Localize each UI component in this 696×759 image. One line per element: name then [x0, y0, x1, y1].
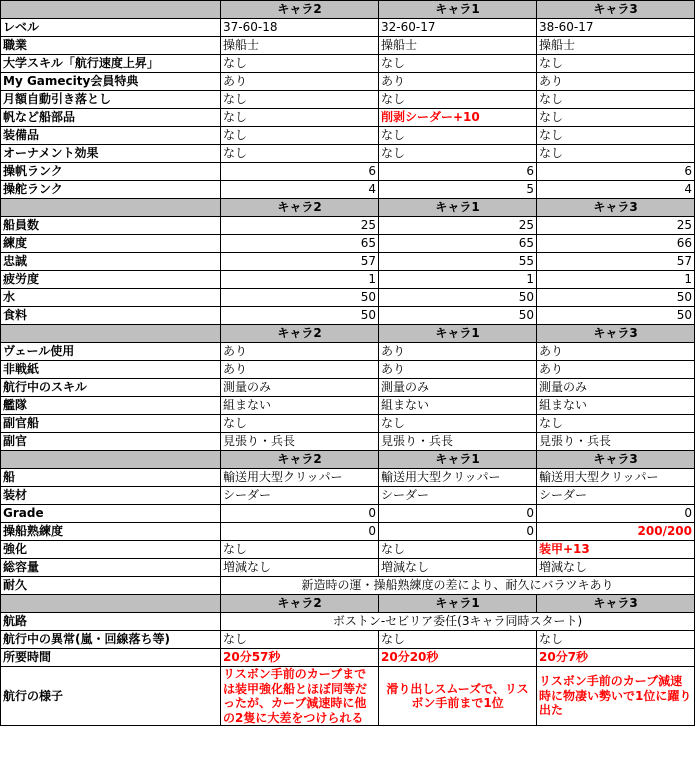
value-cell: 37-60-18 — [221, 19, 379, 37]
value-cell: 5 — [379, 181, 537, 199]
table-row — [1, 631, 695, 649]
value-cell: 見張り・兵長 — [379, 433, 537, 451]
value-cell: なし — [537, 91, 695, 109]
column-header: キャラ1 — [379, 199, 537, 217]
value-cell: 6 — [537, 163, 695, 181]
value-cell: なし — [537, 109, 695, 127]
value-cell: なし — [537, 631, 695, 649]
header-corner-cell — [1, 595, 221, 613]
value-cell: なし — [537, 55, 695, 73]
table-row — [1, 253, 695, 271]
row-label: Grade — [1, 505, 221, 523]
value-cell: 200/200 — [537, 523, 695, 541]
header-corner-cell — [1, 1, 221, 19]
merged-value-cell: 新造時の運・操船熟練度の差により、耐久にバラツキあり — [221, 577, 695, 595]
table-row — [1, 649, 695, 667]
value-cell: なし — [379, 631, 537, 649]
value-cell: 滑り出しスムーズで、リスボン手前まで1位 — [379, 667, 537, 726]
row-label: 航路 — [1, 613, 221, 631]
column-header: キャラ3 — [537, 451, 695, 469]
row-label: 操帆ランク — [1, 163, 221, 181]
value-cell: 4 — [537, 181, 695, 199]
value-cell: あり — [379, 361, 537, 379]
row-label: 船 — [1, 469, 221, 487]
table-row — [1, 109, 695, 127]
value-cell: 20分57秒 — [221, 649, 379, 667]
value-cell: なし — [221, 631, 379, 649]
value-cell: 操船士 — [379, 37, 537, 55]
column-header: キャラ2 — [221, 595, 379, 613]
table-row — [1, 559, 695, 577]
row-label: 装備品 — [1, 127, 221, 145]
value-cell: 65 — [379, 235, 537, 253]
value-cell: 50 — [221, 307, 379, 325]
row-label: 職業 — [1, 37, 221, 55]
value-cell: なし — [537, 127, 695, 145]
table-row — [1, 235, 695, 253]
value-cell: あり — [537, 73, 695, 91]
table-row — [1, 505, 695, 523]
row-label: 食料 — [1, 307, 221, 325]
value-cell: なし — [221, 91, 379, 109]
column-header: キャラ1 — [379, 325, 537, 343]
value-cell: 輸送用大型クリッパー — [537, 469, 695, 487]
table-row — [1, 217, 695, 235]
value-cell: 57 — [537, 253, 695, 271]
table-row — [1, 73, 695, 91]
value-cell: 32-60-17 — [379, 19, 537, 37]
value-cell: あり — [537, 361, 695, 379]
column-header: キャラ2 — [221, 199, 379, 217]
value-cell: 0 — [379, 523, 537, 541]
value-cell: 装甲+13 — [537, 541, 695, 559]
value-cell: なし — [221, 55, 379, 73]
value-cell: 6 — [379, 163, 537, 181]
table-row — [1, 91, 695, 109]
value-cell: 測量のみ — [537, 379, 695, 397]
value-cell: 38-60-17 — [537, 19, 695, 37]
row-label: 副官 — [1, 433, 221, 451]
table-row — [1, 487, 695, 505]
table-row — [1, 433, 695, 451]
value-cell: 66 — [537, 235, 695, 253]
value-cell: 操船士 — [221, 37, 379, 55]
column-header: キャラ2 — [221, 325, 379, 343]
row-label: 疲労度 — [1, 271, 221, 289]
value-cell: 増減なし — [221, 559, 379, 577]
table-row — [1, 379, 695, 397]
value-cell: 組まない — [221, 397, 379, 415]
row-label: 総容量 — [1, 559, 221, 577]
table-row — [1, 415, 695, 433]
value-cell: 1 — [537, 271, 695, 289]
row-label: 操舵ランク — [1, 181, 221, 199]
value-cell: あり — [379, 73, 537, 91]
row-label: 忠誠 — [1, 253, 221, 271]
value-cell: 輸送用大型クリッパー — [379, 469, 537, 487]
row-label: レベル — [1, 19, 221, 37]
value-cell: あり — [379, 343, 537, 361]
row-label: 大学スキル「航行速度上昇」 — [1, 55, 221, 73]
table-row — [1, 19, 695, 37]
column-header: キャラ1 — [379, 595, 537, 613]
column-header: キャラ3 — [537, 199, 695, 217]
row-label: 所要時間 — [1, 649, 221, 667]
value-cell: 0 — [221, 505, 379, 523]
value-cell: シーダー — [537, 487, 695, 505]
row-label: 装材 — [1, 487, 221, 505]
table-row — [1, 469, 695, 487]
table-row — [1, 541, 695, 559]
row-label: 航行の様子 — [1, 667, 221, 726]
value-cell: 57 — [221, 253, 379, 271]
value-cell: 組まない — [537, 397, 695, 415]
value-cell: 測量のみ — [379, 379, 537, 397]
value-cell: リスボン手前のカーブまでは装甲強化船とほぼ同等だったが、カーブ減速時に他の2隻に大差をつけられる — [221, 667, 379, 726]
header-corner-cell — [1, 451, 221, 469]
merged-value-cell: ボストン-セビリア委任(3キャラ同時スタート) — [221, 613, 695, 631]
value-cell: リスボン手前のカーブ減速時に物凄い勢いで1位に躍り出た — [537, 667, 695, 726]
value-cell: 20分20秒 — [379, 649, 537, 667]
value-cell: 25 — [379, 217, 537, 235]
value-cell: 50 — [537, 307, 695, 325]
value-cell: 65 — [221, 235, 379, 253]
value-cell: なし — [537, 145, 695, 163]
row-label: ヴェール使用 — [1, 343, 221, 361]
row-label: 航行中のスキル — [1, 379, 221, 397]
value-cell: 50 — [379, 307, 537, 325]
value-cell: なし — [221, 109, 379, 127]
column-header: キャラ1 — [379, 1, 537, 19]
value-cell: 増減なし — [537, 559, 695, 577]
value-cell: シーダー — [221, 487, 379, 505]
header-corner-cell — [1, 325, 221, 343]
value-cell: 見張り・兵長 — [221, 433, 379, 451]
column-header: キャラ3 — [537, 595, 695, 613]
value-cell: 測量のみ — [221, 379, 379, 397]
value-cell: 増減なし — [379, 559, 537, 577]
value-cell: 削剥シーダー+10 — [379, 109, 537, 127]
value-cell: なし — [379, 55, 537, 73]
value-cell: あり — [221, 343, 379, 361]
value-cell: あり — [537, 343, 695, 361]
table-row — [1, 343, 695, 361]
column-header: キャラ2 — [221, 451, 379, 469]
value-cell: 25 — [221, 217, 379, 235]
table-row — [1, 361, 695, 379]
table-row — [1, 271, 695, 289]
row-label: 水 — [1, 289, 221, 307]
value-cell: 組まない — [379, 397, 537, 415]
value-cell: 20分7秒 — [537, 649, 695, 667]
row-label: 航行中の異常(嵐・回線落ち等) — [1, 631, 221, 649]
value-cell: なし — [221, 145, 379, 163]
value-cell: 操船士 — [537, 37, 695, 55]
table-row — [1, 307, 695, 325]
value-cell: なし — [379, 541, 537, 559]
table-row — [1, 613, 695, 631]
value-cell: あり — [221, 73, 379, 91]
header-row — [1, 1, 695, 19]
value-cell: なし — [221, 541, 379, 559]
value-cell: なし — [537, 415, 695, 433]
header-row — [1, 595, 695, 613]
value-cell: 見張り・兵長 — [537, 433, 695, 451]
table-row — [1, 289, 695, 307]
value-cell: 1 — [379, 271, 537, 289]
value-cell: あり — [221, 361, 379, 379]
value-cell: 4 — [221, 181, 379, 199]
value-cell: なし — [379, 127, 537, 145]
row-label: 耐久 — [1, 577, 221, 595]
table-row — [1, 55, 695, 73]
row-label: 非戦紙 — [1, 361, 221, 379]
value-cell: 0 — [537, 505, 695, 523]
table-row — [1, 523, 695, 541]
table-row — [1, 145, 695, 163]
header-row — [1, 325, 695, 343]
table-row — [1, 667, 695, 726]
value-cell: 50 — [221, 289, 379, 307]
value-cell: 50 — [379, 289, 537, 307]
value-cell: なし — [221, 127, 379, 145]
row-label: 副官船 — [1, 415, 221, 433]
table-row — [1, 127, 695, 145]
value-cell: なし — [221, 415, 379, 433]
value-cell: なし — [379, 145, 537, 163]
column-header: キャラ1 — [379, 451, 537, 469]
value-cell: 25 — [537, 217, 695, 235]
value-cell: なし — [379, 415, 537, 433]
value-cell: 55 — [379, 253, 537, 271]
value-cell: 0 — [379, 505, 537, 523]
row-label: 強化 — [1, 541, 221, 559]
row-label: 操船熟練度 — [1, 523, 221, 541]
table-row — [1, 577, 695, 595]
row-label: 船員数 — [1, 217, 221, 235]
column-header: キャラ2 — [221, 1, 379, 19]
row-label: 帆など船部品 — [1, 109, 221, 127]
value-cell: 1 — [221, 271, 379, 289]
table-row — [1, 163, 695, 181]
header-corner-cell — [1, 199, 221, 217]
row-label: 月額自動引き落とし — [1, 91, 221, 109]
column-header: キャラ3 — [537, 325, 695, 343]
header-row — [1, 199, 695, 217]
table-row — [1, 397, 695, 415]
row-label: 練度 — [1, 235, 221, 253]
value-cell: 50 — [537, 289, 695, 307]
row-label: My Gamecity会員特典 — [1, 73, 221, 91]
value-cell: 0 — [221, 523, 379, 541]
value-cell: 輸送用大型クリッパー — [221, 469, 379, 487]
column-header: キャラ3 — [537, 1, 695, 19]
table-row — [1, 37, 695, 55]
value-cell: なし — [379, 91, 537, 109]
header-row — [1, 451, 695, 469]
row-label: オーナメント効果 — [1, 145, 221, 163]
value-cell: 6 — [221, 163, 379, 181]
table-row — [1, 181, 695, 199]
value-cell: シーダー — [379, 487, 537, 505]
row-label: 艦隊 — [1, 397, 221, 415]
